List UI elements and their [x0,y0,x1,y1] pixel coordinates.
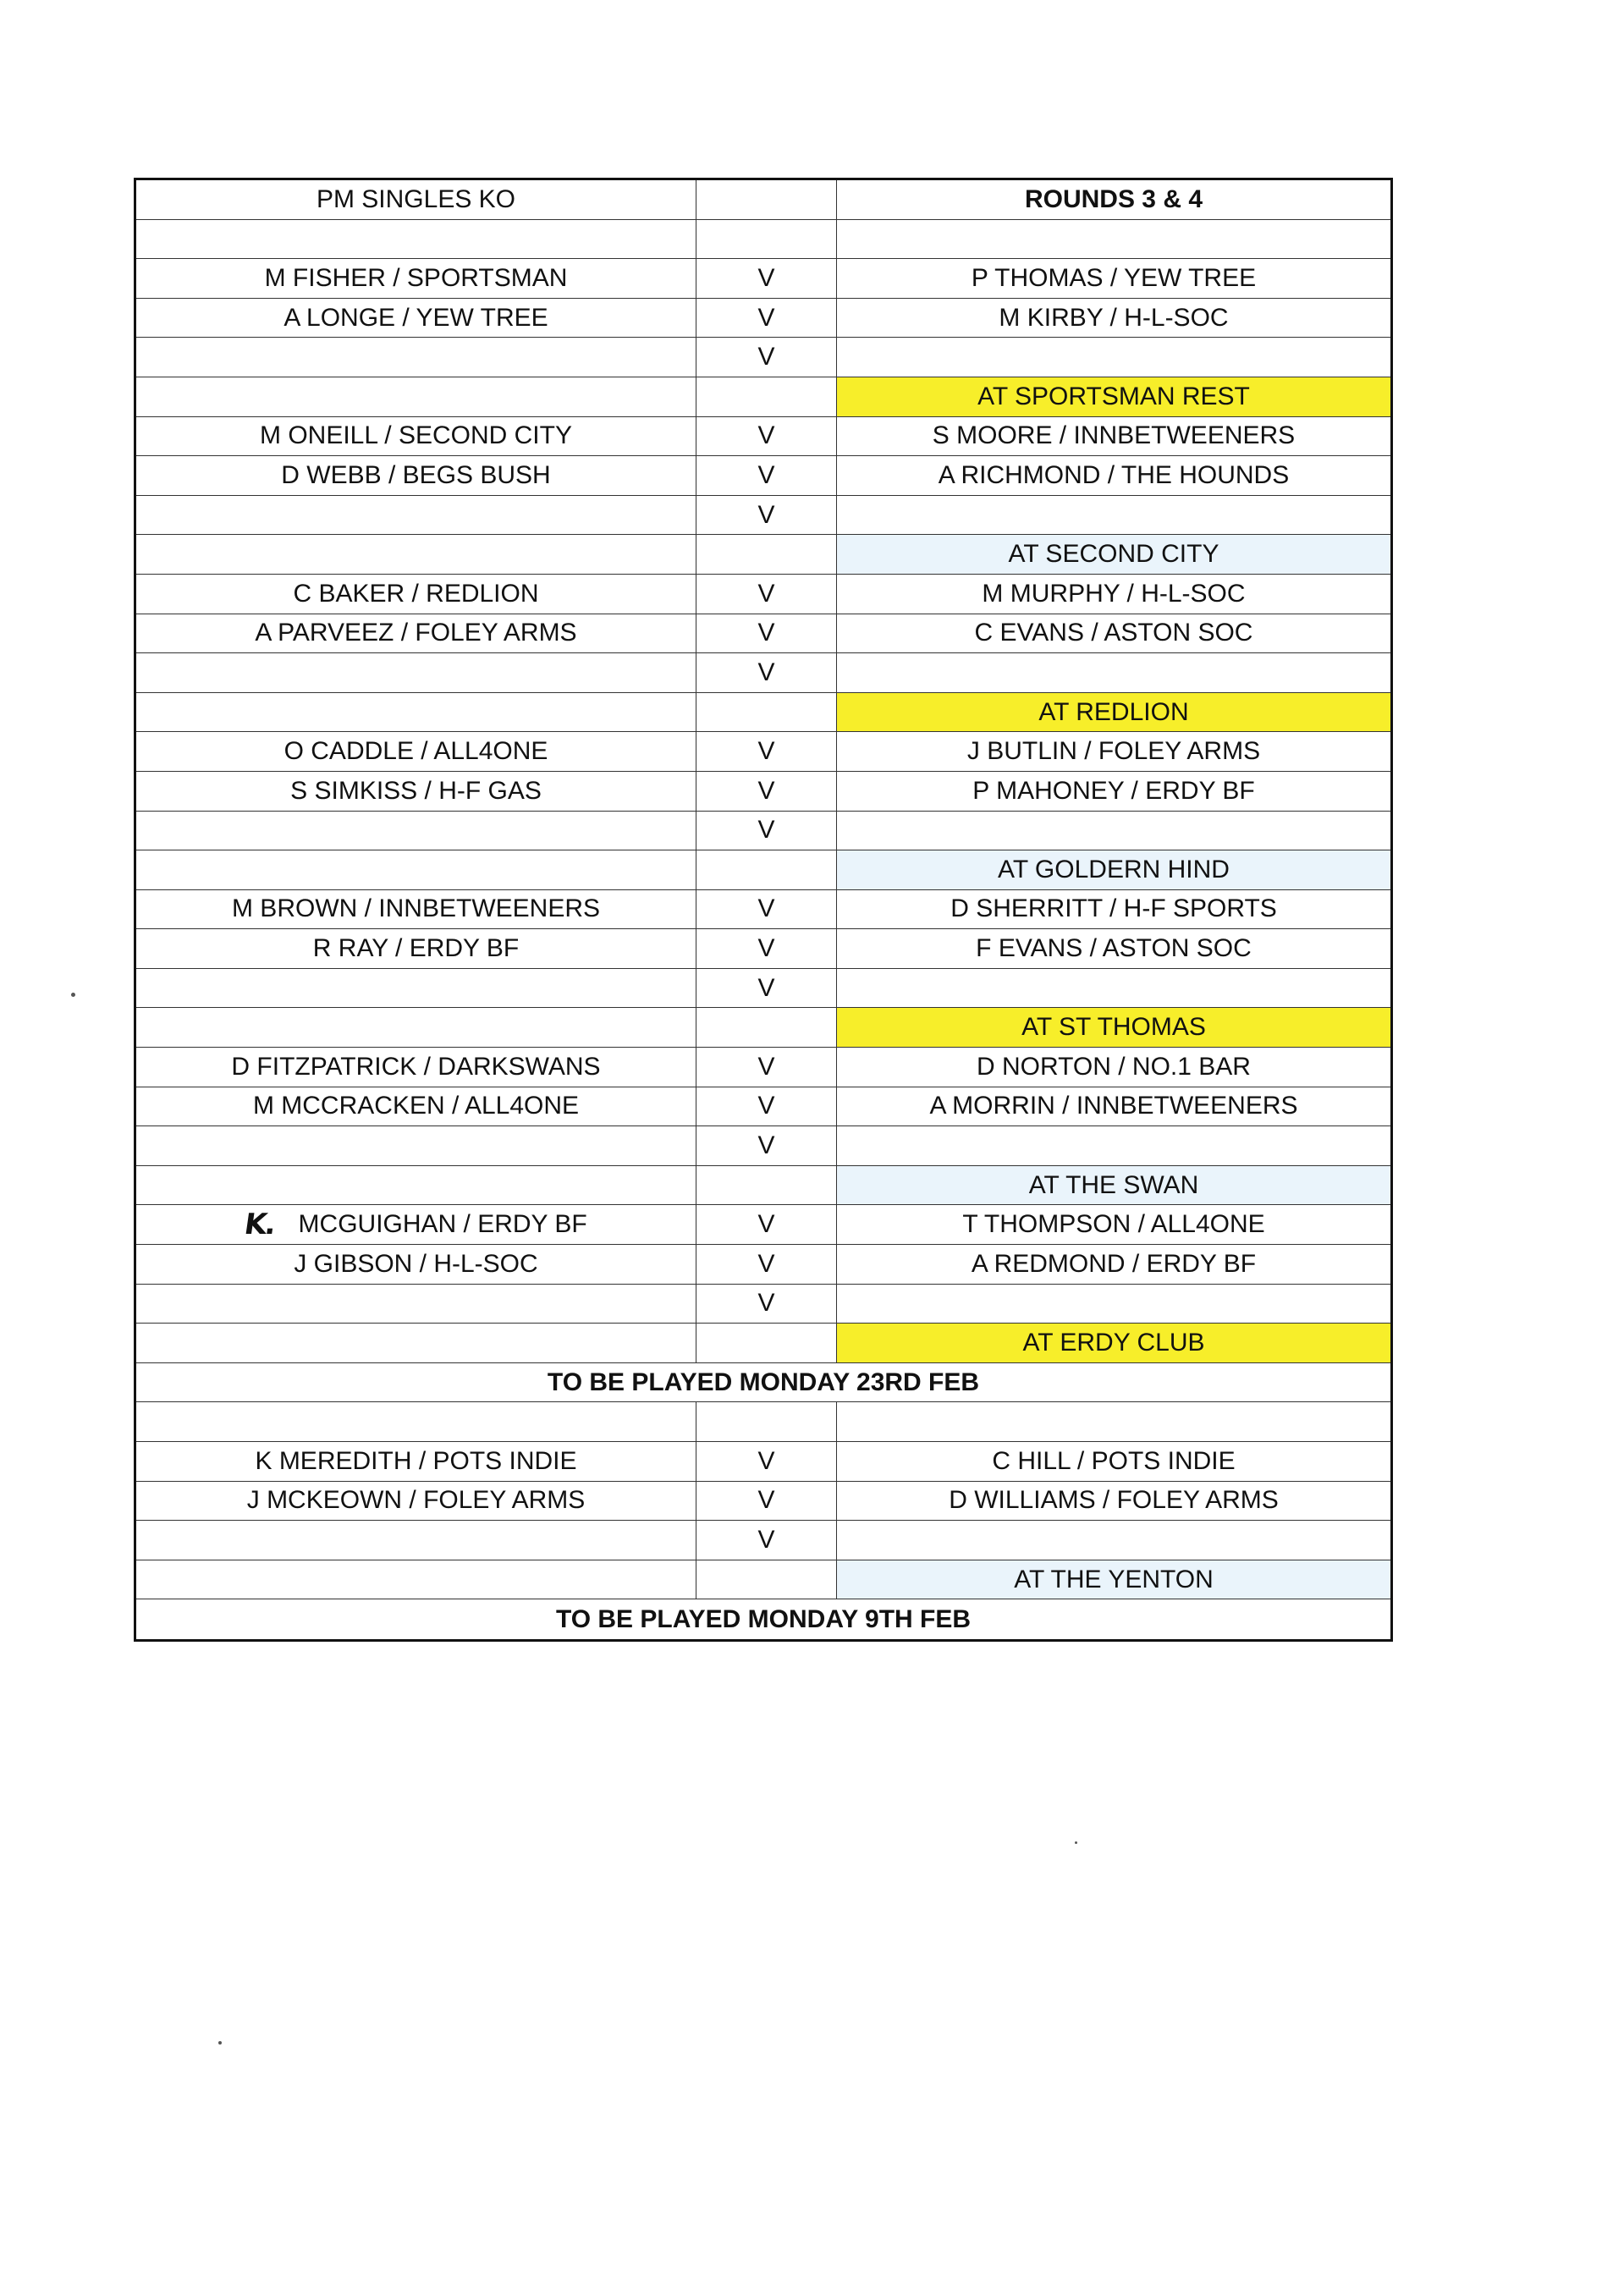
match-row [136,575,1390,614]
empty-cell [837,653,1390,692]
empty-cell [136,1402,696,1441]
versus-label: V [696,614,837,653]
venue-row [136,850,1390,890]
play-date-row [136,1599,1390,1639]
blank-match-row [136,653,1390,693]
away-player: P MAHONEY / ERDY BF [972,776,1255,805]
versus-label: V [696,969,837,1008]
blank-match-row [136,1521,1390,1560]
empty-cell [136,693,696,732]
empty-cell [837,220,1390,259]
home-player: M ONEILL / SECOND CITY [136,417,696,456]
empty-cell [696,535,837,574]
empty-cell [837,812,1390,850]
venue-row [136,535,1390,575]
home-player: S SIMKISS / H-F GAS [136,772,696,811]
versus-label: V [696,653,837,692]
match-row [136,1245,1390,1285]
header-mid-cell [696,180,837,219]
versus-label: V [696,1285,837,1324]
away-player: D WILLIAMS / FOLEY ARMS [949,1486,1279,1515]
empty-cell [837,338,1390,377]
home-player: D WEBB / BEGS BUSH [136,456,696,495]
venue-label: AT THE SWAN [837,1166,1390,1205]
away-player: D NORTON / NO.1 BAR [977,1052,1251,1081]
versus-label: V [696,1245,837,1284]
empty-cell [136,1285,696,1324]
away-player: P THOMAS / YEW TREE [971,263,1257,292]
venue-label: AT ERDY CLUB [837,1324,1390,1362]
empty-cell [837,1402,1390,1441]
match-row [136,456,1390,496]
empty-cell [136,496,696,535]
away-player: J BUTLIN / FOLEY ARMS [966,737,1261,766]
venue-label: AT THE YENTON [837,1560,1390,1599]
match-row [136,772,1390,812]
empty-cell [136,1008,696,1047]
versus-label: V [696,1126,837,1165]
empty-cell [136,338,696,377]
home-player: A PARVEEZ / FOLEY ARMS [136,614,696,653]
empty-cell [136,812,696,850]
home-player: M FISHER / SPORTSMAN [136,259,696,298]
home-player: M BROWN / INNBETWEENERS [136,890,696,929]
empty-cell [136,850,696,889]
match-row [136,299,1390,338]
versus-label: V [696,732,837,771]
empty-cell [696,377,837,416]
versus-label: V [696,812,837,850]
empty-cell [837,969,1390,1008]
empty-cell [696,1560,837,1599]
versus-label: V [696,417,837,456]
venue-row [136,1008,1390,1048]
versus-label: V [696,496,837,535]
versus-label: V [696,772,837,811]
rounds-title: ROUNDS 3 & 4 [1024,184,1203,213]
empty-cell [136,1166,696,1205]
venue-label: AT ST THOMAS [837,1008,1390,1047]
match-row [136,890,1390,930]
away-player: C HILL / POTS INDIE [992,1446,1236,1475]
empty-cell [837,1285,1390,1324]
versus-label: V [696,338,837,377]
empty-cell [696,1402,837,1441]
scan-speck [1075,1841,1077,1844]
empty-cell [696,693,837,732]
empty-cell [136,535,696,574]
home-player: J MCKEOWN / FOLEY ARMS [136,1482,696,1521]
empty-cell [136,1324,696,1362]
versus-label: V [696,1087,837,1126]
match-row [136,1087,1390,1127]
play-date-row [136,1363,1390,1403]
versus-label: V [696,890,837,929]
match-row [136,417,1390,457]
away-player: A RICHMOND / THE HOUNDS [938,460,1290,489]
competition-title: PM SINGLES KO [136,180,696,219]
table-header-row [136,180,1390,220]
venue-label: AT REDLION [837,693,1390,732]
versus-label: V [696,1442,837,1481]
venue-row [136,377,1390,417]
away-player: T THOMPSON / ALL4ONE [962,1210,1265,1239]
versus-label: V [696,929,837,968]
empty-cell [696,220,837,259]
versus-label: V [696,1521,837,1560]
away-player: M MURPHY / H-L-SOC [982,579,1246,608]
empty-cell [696,1008,837,1047]
home-player-cell [136,1205,696,1244]
handwritten-initial: K. [242,1208,278,1242]
versus-label: V [696,575,837,614]
empty-cell [696,1166,837,1205]
scan-speck [218,2041,222,2045]
venue-label: AT SPORTSMAN REST [837,377,1390,416]
away-player: M KIRBY / H-L-SOC [999,303,1229,332]
away-player: D SHERRITT / H-F SPORTS [950,894,1277,923]
venue-row [136,1560,1390,1600]
spacer-row [136,1402,1390,1442]
versus-label: V [696,1482,837,1521]
venue-label: AT GOLDERN HIND [837,850,1390,889]
versus-label: V [696,299,837,338]
home-player: D FITZPATRICK / DARKSWANS [136,1048,696,1087]
away-player: F EVANS / ASTON SOC [976,934,1252,963]
empty-cell [136,653,696,692]
home-player: MCGUIGHAN / ERDY BF [298,1210,587,1239]
home-player: C BAKER / REDLION [136,575,696,614]
home-player: R RAY / ERDY BF [136,929,696,968]
versus-label: V [696,456,837,495]
empty-cell [136,1560,696,1599]
match-row [136,259,1390,299]
versus-label: V [696,1048,837,1087]
empty-cell [136,969,696,1008]
away-player: A REDMOND / ERDY BF [971,1249,1257,1278]
home-player: O CADDLE / ALL4ONE [136,732,696,771]
match-row [136,1482,1390,1522]
home-player: A LONGE / YEW TREE [136,299,696,338]
venue-row [136,693,1390,733]
empty-cell [696,1324,837,1362]
match-row [136,929,1390,969]
venue-row [136,1324,1390,1363]
empty-cell [696,850,837,889]
empty-cell [136,220,696,259]
blank-match-row [136,1285,1390,1324]
home-player: K MEREDITH / POTS INDIE [136,1442,696,1481]
away-player: C EVANS / ASTON SOC [974,619,1253,647]
away-player: S MOORE / INNBETWEENERS [932,421,1296,450]
empty-cell [136,1126,696,1165]
match-row [136,1048,1390,1087]
venue-label: AT SECOND CITY [837,535,1390,574]
match-row [136,1442,1390,1482]
blank-match-row [136,812,1390,851]
play-date-note: TO BE PLAYED MONDAY 9TH FEB [555,1604,972,1633]
empty-cell [136,1521,696,1560]
blank-match-row [136,496,1390,536]
spacer-row [136,220,1390,260]
match-row [136,614,1390,654]
play-date-note: TO BE PLAYED MONDAY 23RD FEB [547,1368,980,1396]
versus-label: V [696,1205,837,1244]
scan-speck [71,993,75,997]
empty-cell [136,377,696,416]
blank-match-row [136,969,1390,1009]
blank-match-row [136,338,1390,377]
home-player: J GIBSON / H-L-SOC [136,1245,696,1284]
match-row [136,732,1390,772]
empty-cell [837,496,1390,535]
empty-cell [837,1521,1390,1560]
venue-row [136,1166,1390,1206]
home-player: M MCCRACKEN / ALL4ONE [136,1087,696,1126]
versus-label: V [696,259,837,298]
empty-cell [837,1126,1390,1165]
fixtures-table [134,178,1393,1642]
away-player: A MORRIN / INNBETWEENERS [929,1092,1298,1120]
blank-match-row [136,1126,1390,1166]
match-row [136,1205,1390,1245]
